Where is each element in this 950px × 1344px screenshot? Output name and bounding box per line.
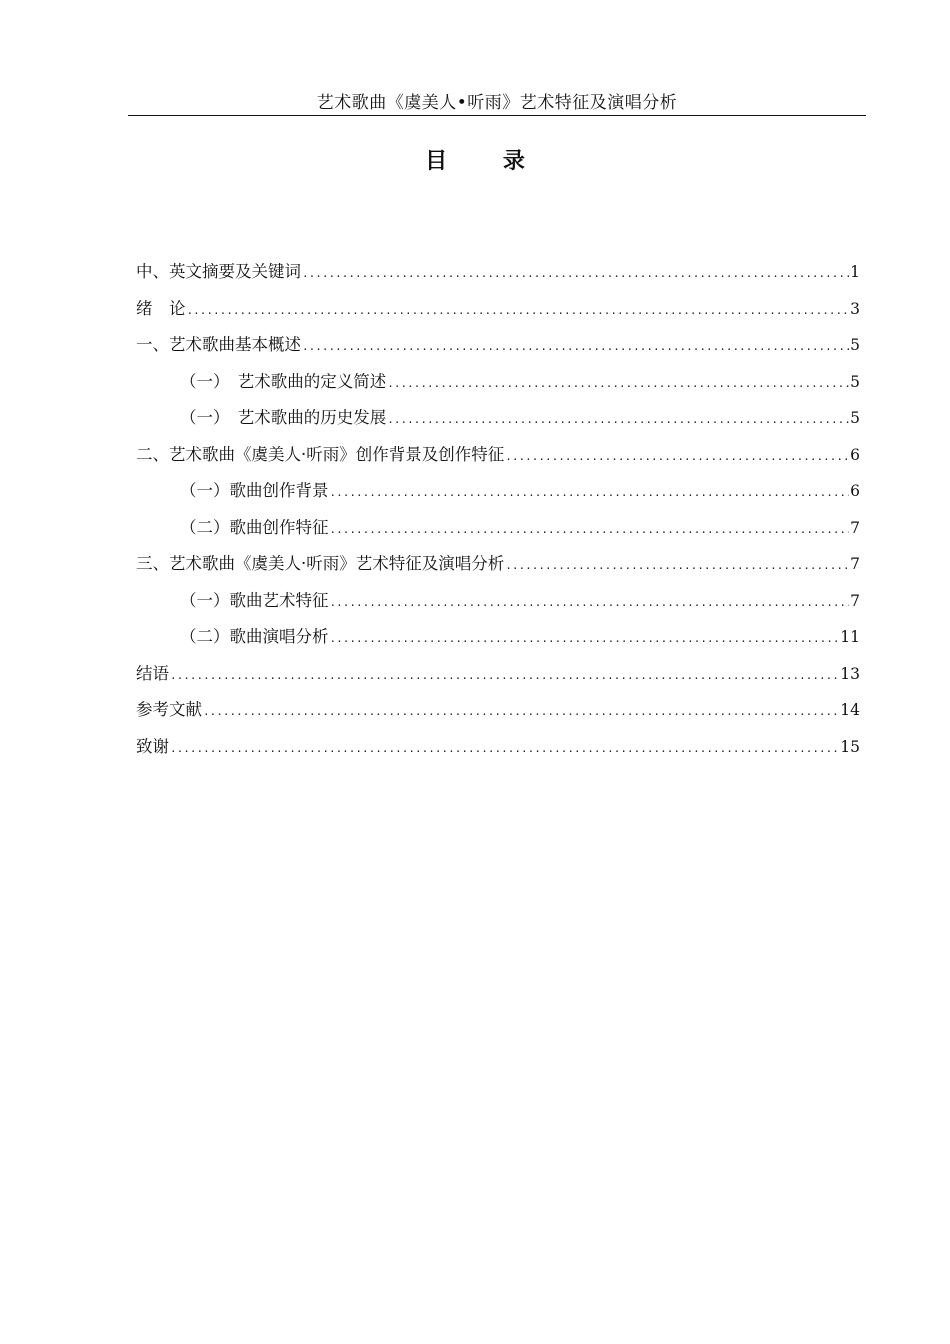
toc-dot-leader [505, 548, 849, 585]
toc-entry-page: 11 [840, 628, 860, 646]
toc-entry-references[interactable] [136, 692, 860, 729]
toc-dot-leader [330, 621, 840, 658]
toc-entry-page: 6 [850, 445, 860, 464]
toc-dot-leader [170, 658, 839, 695]
toc-entry-chapter-2[interactable] [136, 437, 860, 474]
toc-entry-label: 二、艺术歌曲《虞美人·听雨》创作背景及创作特征 [136, 444, 505, 464]
toc-entry-label: 一、艺术歌曲基本概述 [136, 335, 301, 354]
toc-entry-chapter-3-section-2[interactable] [136, 619, 860, 656]
toc-entry-chapter-3-section-1[interactable] [136, 583, 860, 620]
toc-entry-page: 14 [840, 701, 860, 719]
toc-entry-chapter-1[interactable] [136, 327, 860, 364]
toc-entry-label: （二）歌曲演唱分析 [180, 627, 329, 646]
toc-entry-label: （一）歌曲创作背景 [180, 481, 329, 500]
toc-entry-page: 5 [850, 409, 860, 427]
toc-entry-abstract[interactable] [136, 254, 860, 291]
toc-dot-leader [203, 694, 839, 731]
toc-entry-label: （一）歌曲艺术特征 [180, 590, 329, 610]
toc-entry-page: 15 [840, 737, 860, 756]
toc-dot-leader [505, 439, 849, 476]
toc-entry-page: 5 [850, 372, 860, 391]
toc-entry-label: （一） 艺术歌曲的历史发展 [180, 408, 387, 427]
toc-entry-page: 6 [850, 482, 860, 500]
toc-entry-page: 13 [840, 664, 860, 683]
toc-entry-chapter-1-section-1[interactable] [136, 364, 860, 401]
toc-entry-label: 结语 [136, 663, 169, 683]
toc-entry-label: 参考文献 [136, 700, 202, 719]
toc-dot-leader [330, 475, 850, 512]
toc-dot-leader [302, 329, 849, 366]
toc-dot-leader [187, 293, 850, 330]
toc-entry-label: 致谢 [136, 736, 169, 756]
toc-entry-conclusion[interactable] [136, 656, 860, 693]
toc-entry-label: （一） 艺术歌曲的定义简述 [180, 371, 387, 391]
toc-dot-leader [330, 585, 850, 622]
toc-dot-leader [302, 256, 849, 293]
toc-entry-page: 5 [850, 336, 860, 354]
toc-entry-page: 1 [850, 263, 860, 281]
toc-entry-label: 绪 论 [136, 298, 186, 318]
toc-entry-page: 7 [850, 518, 860, 537]
running-header-title: 艺术歌曲《虞美人•听雨》艺术特征及演唱分析 [316, 93, 678, 113]
toc-dot-leader [330, 512, 850, 549]
toc-entry-chapter-1-section-2[interactable] [136, 400, 860, 437]
toc-entry-page: 7 [850, 591, 860, 610]
toc-entry-page: 3 [850, 299, 860, 318]
toc-entry-acknowledgements[interactable] [136, 729, 860, 766]
toc-entry-chapter-3[interactable] [136, 546, 860, 583]
toc-entry-chapter-2-section-1[interactable] [136, 473, 860, 510]
toc-dot-leader [170, 731, 839, 768]
header-divider [128, 115, 866, 116]
toc-entry-chapter-2-section-2[interactable] [136, 510, 860, 547]
toc-title: 目 录 [425, 149, 525, 174]
toc-list [136, 254, 860, 765]
toc-entry-label: （二）歌曲创作特征 [180, 517, 329, 537]
toc-entry-label: 中、英文摘要及关键词 [136, 262, 301, 281]
toc-entry-page: 7 [850, 555, 860, 573]
toc-dot-leader [387, 402, 849, 439]
toc-entry-introduction[interactable] [136, 291, 860, 328]
toc-entry-label: 三、艺术歌曲《虞美人·听雨》艺术特征及演唱分析 [136, 554, 505, 573]
toc-dot-leader [387, 366, 849, 403]
